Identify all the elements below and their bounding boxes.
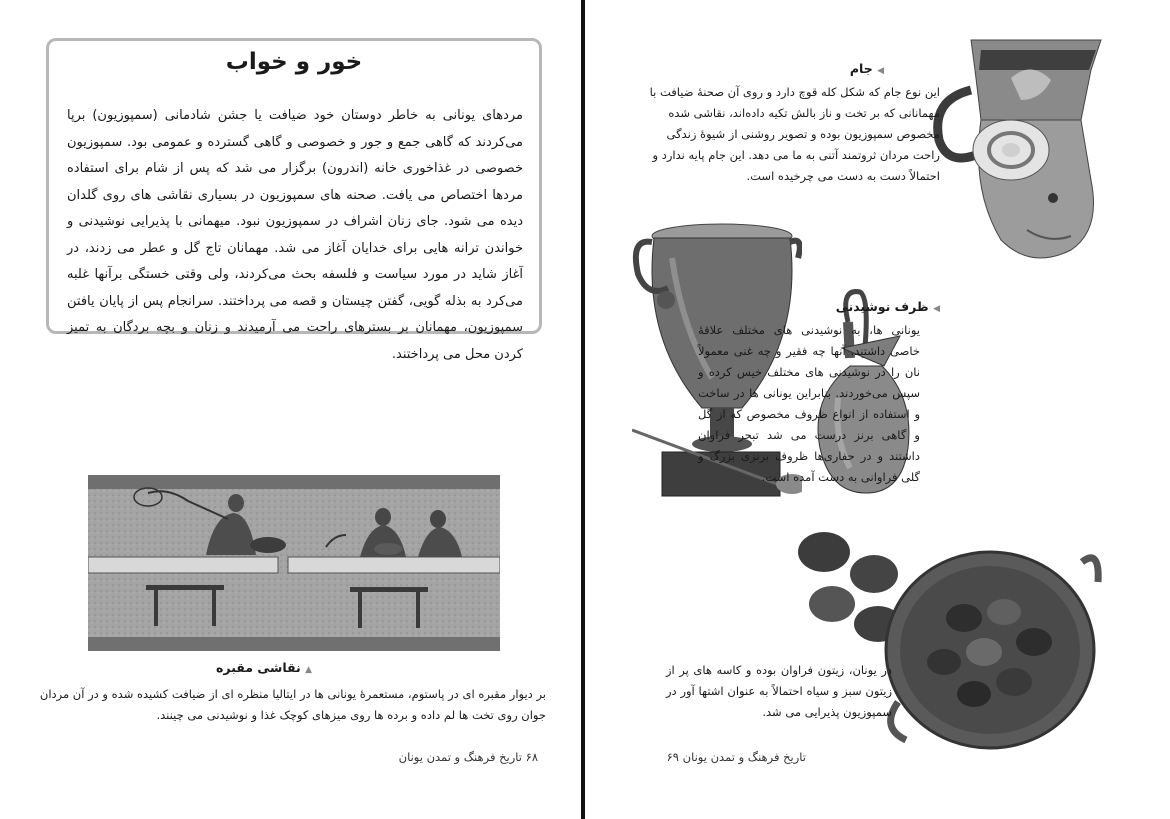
left-page: [0, 0, 582, 819]
triangle-icon: ▲: [305, 665, 312, 675]
cup-title-text: جام: [849, 61, 873, 76]
tomb-painting-illustration: [88, 475, 500, 651]
olives-description: در یونان، زیتون فراوان بوده و کاسه های پر از زیتون سبز و سیاه احتمالاً به عنوان اشتها آور در سمپوزیون پذیرایی می شد.: [666, 663, 892, 719]
right-page: [586, 0, 1170, 819]
triangle-icon: ◀: [877, 66, 884, 76]
box-title: خور و خواب: [225, 49, 363, 75]
vessel-title-text: ظرف نوشیدنی: [835, 299, 929, 314]
ram-head-cup-image: [931, 30, 1106, 275]
vessel-title: [836, 296, 940, 320]
cup-title: [850, 58, 884, 82]
cup-description: این نوع جام که شکل کله قوچ دارد و روی آن صحنهٔ ضیافت با مهمانانی که بر تخت و ناز بالش تکیه داده‌اند، نقاشی شده مخصوص سمپوزیون بوده و تصویر روشنی از شیوهٔ زندگی راحت مردان ثروتمند آتنی به ما می دهد. این جام پایه ندارد و احتمالاً دست به دست می چرخیده است.: [649, 85, 940, 183]
triangle-icon: ◀: [933, 304, 940, 314]
box-body: مردهای یونانی به خاطر دوستان خود ضیافت یا جشن شادمانی (سمپوزیون) برپا می‌کردند که گاهی جمع و جور و خصوصی و گاهی گسترده و عمومی بود. سمپوزیون خصوصی در غذاخوری خانه (اندرون) برگزار می شد که پس از شام برای استفاده مردها اختصاص می یافت. صحنه های سمپوزیون در بسیاری نقاشی های روی گلدان دیده می شود. جای زنان اشراف در سمپوزیون نبود. میهمانی با پذیرایی نوشیدنی و خواندن ترانه هایی برای خدایان آغاز می شد. مهمانان تاج گل و عطر می زدند، در آغاز شاید در مورد سیاست و فلسفه بحث می‌کردند، ولی وقتی خستگی برآنها غلبه می‌کرد به بذله گویی، گفتن چیستان و قصه می پرداختند. سرانجام پس از پایان یافتن سمپوزیون، مهمانان بر بسترهای راحت می آرمیدند و زنان و بچه بردگان به تمیز کردن محل می پرداختند.: [67, 108, 523, 362]
olive-bowl-image: [794, 522, 1104, 762]
left-page-footer: ۶۸ تاریخ فرهنگ و تمدن یونان: [398, 750, 538, 764]
vessel-description: یونانی ها، به نوشیدنی های مختلف علاقهٔ خاصی داشتند. آنها چه فقیر و چه غنی معمولاً نان را در نوشیدنی های مختلف خیس کرده و سپس می‌خوردند. بنابراین یونانی ها در ساخت و استفاده از انواع ظروف مخصوص که از گل و گاهی برنز درست می شد تبحر فراوان داشتند و در حفاری‌ها ظروف برنزی بزرگ و گلی فراوانی به دست آمده است.: [698, 323, 920, 484]
tomb-painting-caption-title: [216, 660, 312, 675]
caption-title-text: نقاشی مقبره: [216, 660, 301, 675]
right-page-footer: تاریخ فرهنگ و تمدن یونان ۶۹: [666, 750, 806, 764]
book-spine: [581, 0, 585, 819]
feasting-text-box: [46, 38, 542, 362]
tomb-painting-image: [88, 475, 500, 651]
tomb-painting-caption-body: بر دیوار مقبره ای در پاستوم، مستعمرهٔ یونانی ها در ایتالیا منظره ای از ضیافت کشیده شده و در آن مردان جوان روی تخت ها لم داده و برده ها روی میزهای کوچک غذا و نوشیدنی می چینند.: [39, 687, 546, 722]
